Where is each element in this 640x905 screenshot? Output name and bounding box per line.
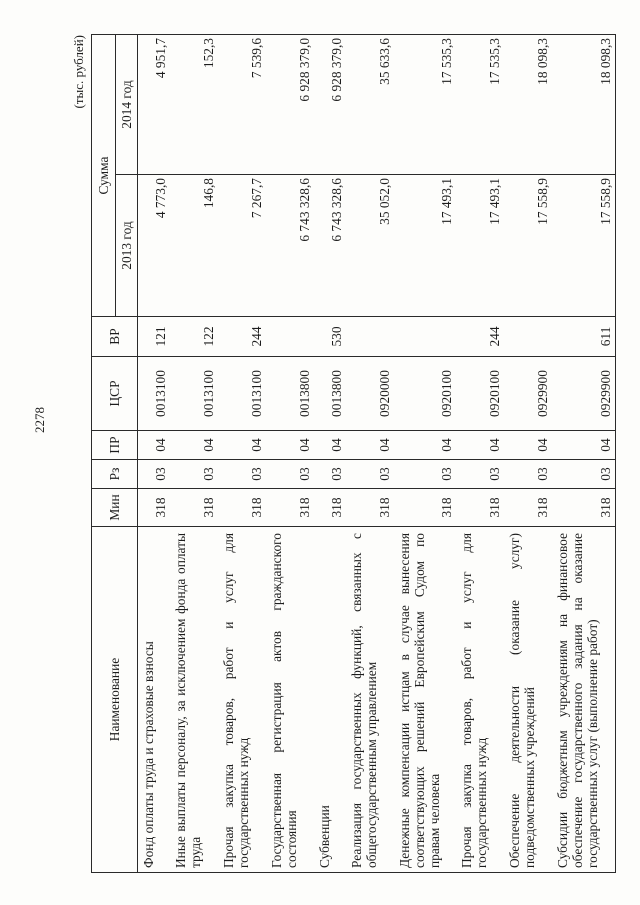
table-row [552, 34, 616, 872]
cell-csr: 0013100 [170, 357, 218, 431]
table-row [394, 34, 456, 872]
cell-rz: 03 [456, 460, 504, 489]
cell-rz: 03 [138, 460, 170, 489]
table-row [504, 34, 552, 872]
table-row [170, 34, 218, 872]
cell-y2014: 18 098,3 [552, 34, 616, 174]
cell-rz: 03 [266, 460, 314, 489]
cell-csr: 0929900 [552, 357, 616, 431]
cell-name: Иные выплаты персоналу, за исключением фонда оплаты труда [170, 527, 218, 873]
cell-y2013: 17 493,1 [456, 175, 504, 317]
cell-rz: 03 [170, 460, 218, 489]
header-vr: ВР [92, 317, 138, 357]
header-rz: Рз [92, 460, 138, 489]
cell-csr: 0013800 [314, 357, 346, 431]
cell-y2014: 7 539,6 [218, 34, 266, 174]
cell-rz: 03 [504, 460, 552, 489]
cell-pr: 04 [266, 431, 314, 460]
cell-y2014: 35 633,6 [346, 34, 394, 174]
cell-rz: 03 [394, 460, 456, 489]
table-row [218, 34, 266, 872]
cell-y2014: 4 951,7 [138, 34, 170, 174]
cell-pr: 04 [138, 431, 170, 460]
cell-pr: 04 [218, 431, 266, 460]
cell-csr: 0920100 [456, 357, 504, 431]
cell-vr: 121 [138, 317, 170, 357]
cell-csr: 0013100 [218, 357, 266, 431]
cell-y2013: 17 493,1 [394, 175, 456, 317]
header-2013: 2013 год [116, 175, 138, 317]
header-pr: ПР [92, 431, 138, 460]
cell-csr: 0013800 [266, 357, 314, 431]
cell-rz: 03 [314, 460, 346, 489]
cell-y2014: 6 928 379,0 [266, 34, 314, 174]
cell-pr: 04 [314, 431, 346, 460]
budget-table [91, 34, 616, 873]
cell-min: 318 [314, 489, 346, 527]
cell-pr: 04 [170, 431, 218, 460]
cell-name: Субвенции [314, 527, 346, 873]
cell-vr [266, 317, 314, 357]
cell-pr: 04 [456, 431, 504, 460]
header-2014: 2014 год [116, 34, 138, 174]
cell-pr: 04 [552, 431, 616, 460]
header-csr: ЦСР [92, 357, 138, 431]
cell-vr: 244 [456, 317, 504, 357]
cell-rz: 03 [552, 460, 616, 489]
table-row [456, 34, 504, 872]
cell-y2013: 146,8 [170, 175, 218, 317]
cell-min: 318 [266, 489, 314, 527]
cell-csr: 0013100 [138, 357, 170, 431]
cell-y2013: 17 558,9 [504, 175, 552, 317]
cell-min: 318 [218, 489, 266, 527]
cell-y2013: 6 743 328,6 [314, 175, 346, 317]
cell-vr [504, 317, 552, 357]
cell-y2013: 7 267,7 [218, 175, 266, 317]
table-row [314, 34, 346, 872]
cell-y2013: 17 558,9 [552, 175, 616, 317]
cell-name: Обеспечение деятельности (оказание услуг) подведомственных учреждений [504, 527, 552, 873]
units-label: (тыс. рублей) [71, 35, 86, 109]
cell-rz: 03 [346, 460, 394, 489]
cell-min: 318 [170, 489, 218, 527]
cell-csr: 0929900 [504, 357, 552, 431]
cell-min: 318 [138, 489, 170, 527]
header-name: Наименование [92, 527, 138, 873]
cell-y2014: 152,3 [170, 34, 218, 174]
header-sum: Сумма [92, 34, 116, 316]
cell-min: 318 [552, 489, 616, 527]
cell-min: 318 [504, 489, 552, 527]
cell-y2013: 4 773,0 [138, 175, 170, 317]
cell-vr: 122 [170, 317, 218, 357]
cell-name: Реализация государственных функций, связанных с общегосударственным управлением [346, 527, 394, 873]
cell-y2013: 6 743 328,6 [266, 175, 314, 317]
cell-y2014: 17 535,3 [394, 34, 456, 174]
cell-y2014: 18 098,3 [504, 34, 552, 174]
cell-vr: 611 [552, 317, 616, 357]
cell-y2014: 6 928 379,0 [314, 34, 346, 174]
page-number: 2278 [32, 407, 47, 433]
cell-csr: 0920100 [394, 357, 456, 431]
cell-name: Фонд оплаты труда и страховые взносы [138, 527, 170, 873]
cell-rz: 03 [218, 460, 266, 489]
cell-min: 318 [394, 489, 456, 527]
table-body [138, 34, 616, 872]
header-min: Мин [92, 489, 138, 527]
cell-pr: 04 [346, 431, 394, 460]
cell-min: 318 [346, 489, 394, 527]
cell-vr: 244 [218, 317, 266, 357]
cell-y2013: 35 052,0 [346, 175, 394, 317]
cell-name: Государственная регистрация актов гражданского состояния [266, 527, 314, 873]
cell-y2014: 17 535,3 [456, 34, 504, 174]
table-row [266, 34, 314, 872]
cell-name: Прочая закупка товаров, работ и услуг для государственных нужд [456, 527, 504, 873]
cell-name: Прочая закупка товаров, работ и услуг для государственных нужд [218, 527, 266, 873]
cell-vr [346, 317, 394, 357]
budget-sheet [63, 33, 613, 873]
cell-vr: 530 [314, 317, 346, 357]
table-row [346, 34, 394, 872]
table-row [138, 34, 170, 872]
cell-min: 318 [456, 489, 504, 527]
cell-csr: 0920000 [346, 357, 394, 431]
cell-name: Субсидии бюджетным учреждениям на финансовое обеспечение государственного задания на оказание государственных услуг (выполнение работ) [552, 527, 616, 873]
cell-name: Денежные компенсации истцам в случае вынесения соответствующих решений Европейским Судом по правам человека [394, 527, 456, 873]
cell-pr: 04 [394, 431, 456, 460]
cell-pr: 04 [504, 431, 552, 460]
cell-vr [394, 317, 456, 357]
